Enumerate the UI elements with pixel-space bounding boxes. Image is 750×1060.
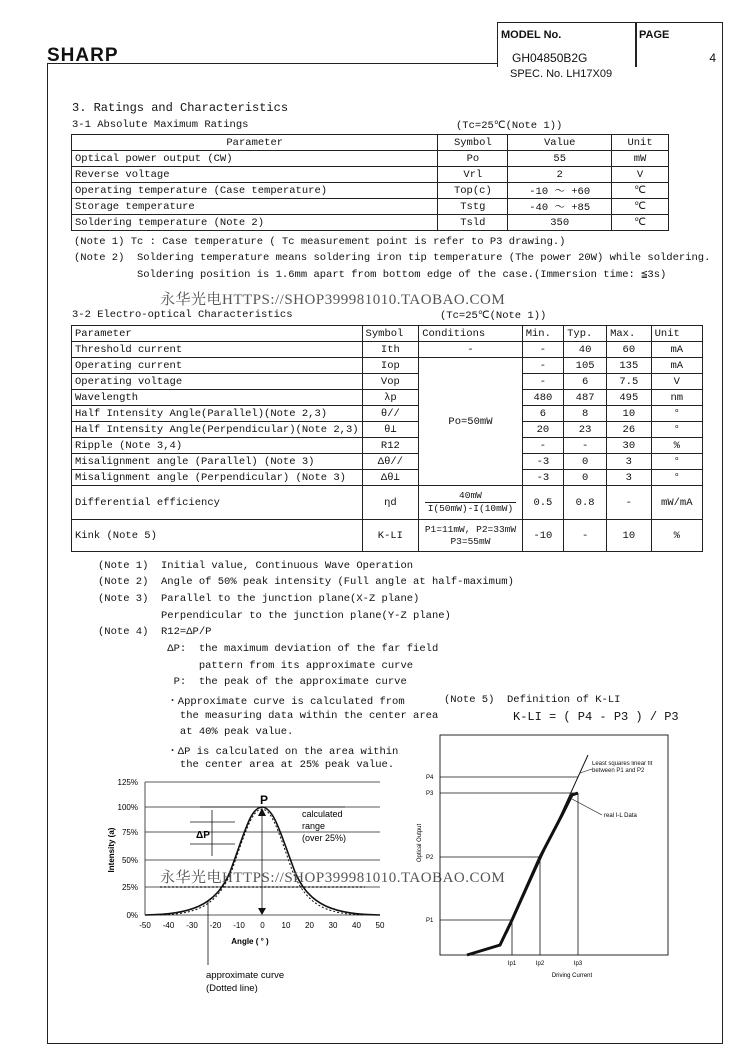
cell: θ// <box>362 406 419 422</box>
table-row <box>72 486 703 520</box>
table-row <box>72 183 669 199</box>
col-header: Typ. <box>564 326 607 342</box>
ytick-label: 0% <box>126 911 138 920</box>
eo-note: ΔP: the maximum deviation of the far field <box>98 643 439 655</box>
kink-condition-line2: P3=55mW <box>450 535 491 547</box>
eo-note: the measuring data within the center area <box>98 710 439 722</box>
cell: -3 <box>522 470 563 486</box>
cell: Misalignment angle (Perpendicular) (Note 3) <box>72 470 363 486</box>
cell: Ripple (Note 3,4) <box>72 438 363 454</box>
xtick-label: 50 <box>375 921 385 930</box>
merged-condition-cell: Po=50mW <box>419 358 523 486</box>
eo-note: at 40% peak value. <box>98 726 294 738</box>
cell: - <box>522 374 563 390</box>
real-il-label: real I-L Data <box>604 813 637 819</box>
ytick-label: P2 <box>426 855 434 861</box>
cell: mA <box>651 358 702 374</box>
xtick-label: -10 <box>233 921 245 930</box>
eo-note: (Note 2) Angle of 50% peak intensity (Full angle at half-maximum) <box>98 576 514 588</box>
xtick-label: 20 <box>305 921 314 930</box>
table-row <box>72 215 669 231</box>
col-header: Parameter <box>72 135 438 151</box>
cell: 8 <box>564 406 607 422</box>
cell: Top(c) <box>438 183 508 199</box>
cell: Storage temperature <box>72 199 438 215</box>
electro-optical-table <box>71 325 703 552</box>
table-header-row <box>72 135 669 151</box>
fraction-numerator: 40mW <box>425 490 516 503</box>
approx-curve-label: approximate curve <box>206 970 285 981</box>
cell: Optical power output (CW) <box>72 151 438 167</box>
page-value: 4 <box>709 51 716 65</box>
abs-max-title: 3-1 Absolute Maximum Ratings <box>72 119 249 131</box>
xtick-label: 0 <box>260 921 265 930</box>
ytick-label: 100% <box>117 803 138 812</box>
eo-note: (Note 3) Parallel to the junction plane(X-Z plane) <box>98 593 420 605</box>
cell: -3 <box>522 454 563 470</box>
eo-note: (Note 4) R12=ΔP/P <box>98 626 212 638</box>
table-row <box>72 520 703 552</box>
cell: 23 <box>564 422 607 438</box>
page-box <box>635 22 723 67</box>
watermark-text: 永华光电HTTPS://SHOP399981010.TAOBAO.COM <box>160 870 506 886</box>
xtick-label: -30 <box>186 921 198 930</box>
spec-number: SPEC. No. LH17X09 <box>510 68 613 80</box>
watermark-text: 永华光电HTTPS://SHOP399981010.TAOBAO.COM <box>160 292 506 308</box>
cell: R12 <box>362 438 419 454</box>
cell: - <box>522 342 563 358</box>
cell: % <box>651 520 702 552</box>
far-field-yticks <box>118 778 138 920</box>
cell: 2 <box>508 167 612 183</box>
cell: V <box>612 167 669 183</box>
cell: θ⊥ <box>362 422 419 438</box>
cell: 135 <box>607 358 652 374</box>
cell: Operating current <box>72 358 363 374</box>
table-row <box>72 167 669 183</box>
kink-yticks <box>426 775 434 924</box>
ytick-label: P4 <box>426 775 434 781</box>
cell: 495 <box>607 390 652 406</box>
cell: Differential efficiency <box>72 486 363 520</box>
col-header: Symbol <box>438 135 508 151</box>
peak-label: P <box>260 793 269 807</box>
cell: 55 <box>508 151 612 167</box>
col-header: Conditions <box>419 326 523 342</box>
cell: Reverse voltage <box>72 167 438 183</box>
cell: 10 <box>607 520 652 552</box>
col-header: Min. <box>522 326 563 342</box>
cell: -10 <box>522 520 563 552</box>
cell: 105 <box>564 358 607 374</box>
real-il-data <box>467 793 578 955</box>
model-value: GH04850B2G <box>512 51 588 65</box>
cell: ° <box>651 454 702 470</box>
cell: Tsld <box>438 215 508 231</box>
eo-note: pattern from its approximate curve <box>98 660 414 672</box>
eo-note: (Note 1) Initial value, Continuous Wave Operation <box>98 560 414 572</box>
far-field-xticks <box>139 921 385 930</box>
eo-note: Perpendicular to the junction plane(Y-Z plane) <box>98 610 451 622</box>
ytick-label: 25% <box>121 883 138 892</box>
cell: 0 <box>564 470 607 486</box>
fraction-denominator: I(50mW)-I(10mW) <box>427 503 514 514</box>
cell: 26 <box>607 422 652 438</box>
calculated-range-label: (over 25%) <box>302 833 347 843</box>
delta-p-label: ΔP <box>196 830 210 841</box>
eo-note: P: the peak of the approximate curve <box>98 676 407 688</box>
abs-max-condition: (Tc=25℃(Note 1)) <box>456 120 563 132</box>
page-label: PAGE <box>639 29 670 41</box>
abs-max-table <box>71 134 669 231</box>
cell: ℃ <box>612 199 669 215</box>
abs-note-1: (Note 1) Tc : Case temperature ( Tc measurement point is refer to P3 drawing.) <box>74 236 566 248</box>
cell: -10 ～ +60 <box>508 183 612 199</box>
cell: - <box>522 358 563 374</box>
cell: Misalignment angle (Parallel) (Note 3) <box>72 454 363 470</box>
table-header-row <box>72 326 703 342</box>
electro-optical-condition: (Tc=25℃(Note 1)) <box>440 310 547 322</box>
cell: Δθ⊥ <box>362 470 419 486</box>
cell: Wavelength <box>72 390 363 406</box>
calculated-range-label: range <box>302 821 326 831</box>
table-row <box>72 342 703 358</box>
cell: λp <box>362 390 419 406</box>
electro-optical-title: 3-2 Electro-optical Characteristics <box>72 309 293 321</box>
calculated-range-label: calculated <box>302 809 343 819</box>
cell: Operating temperature (Case temperature) <box>72 183 438 199</box>
far-field-ylabel: Intensity (a) <box>107 827 116 873</box>
xtick-label: -40 <box>162 921 175 930</box>
cell: mA <box>651 342 702 358</box>
kink-xlabel: Driving Current <box>551 973 593 979</box>
cell: - <box>564 520 607 552</box>
cell: ° <box>651 422 702 438</box>
cell: K-LI <box>362 520 419 552</box>
company-logo: SHARP <box>47 45 119 66</box>
col-header: Unit <box>651 326 702 342</box>
cell: 480 <box>522 390 563 406</box>
abs-note-3: Soldering position is 1.6mm apart from bottom edge of the case.(Immersion time: ≦3s) <box>74 269 667 281</box>
lsf-label: Least squares linear fit between P1 and P2 <box>592 761 653 774</box>
cell: 20 <box>522 422 563 438</box>
cell: 6 <box>522 406 563 422</box>
col-header: Parameter <box>72 326 363 342</box>
cell: Vop <box>362 374 419 390</box>
ytick-label: 75% <box>121 828 138 837</box>
cell: 10 <box>607 406 652 422</box>
eo-note: ・ΔP is calculated on the area within <box>98 746 399 758</box>
eo-note: the center area at 25% peak value. <box>98 759 395 771</box>
xtick-label: 10 <box>281 921 291 930</box>
col-header: Value <box>508 135 612 151</box>
cell: V <box>651 374 702 390</box>
table-row <box>72 406 703 422</box>
kink-ylabel: Optical Output <box>417 823 423 863</box>
table-row <box>72 151 669 167</box>
ytick-label: 50% <box>121 856 138 865</box>
cell: 3 <box>607 454 652 470</box>
col-header: Symbol <box>362 326 419 342</box>
cell: mW/mA <box>651 486 702 520</box>
cell: -40 ～ +85 <box>508 199 612 215</box>
cell: 40 <box>564 342 607 358</box>
kink-xticks <box>508 961 583 967</box>
cell: - <box>419 342 523 358</box>
cell: 487 <box>564 390 607 406</box>
cell: Vrl <box>438 167 508 183</box>
cell: Soldering temperature (Note 2) <box>72 215 438 231</box>
cell: Po <box>438 151 508 167</box>
cell: - <box>564 438 607 454</box>
kink-condition-line1: P1=11mW, P2=33mW <box>424 523 517 535</box>
xtick-label: Ip2 <box>535 961 545 967</box>
ytick-label: 125% <box>117 778 138 787</box>
cell: - <box>522 438 563 454</box>
kink-chart <box>412 733 692 983</box>
far-field-chart <box>100 772 400 1002</box>
cell: 0.5 <box>522 486 563 520</box>
differential-efficiency-condition <box>419 486 523 520</box>
approx-curve-label: (Dotted line) <box>206 983 258 994</box>
cell: ° <box>651 470 702 486</box>
cell: 350 <box>508 215 612 231</box>
table-row <box>72 470 703 486</box>
far-field-curve <box>145 807 380 915</box>
model-box <box>497 22 637 67</box>
table-row <box>72 390 703 406</box>
cell: 60 <box>607 342 652 358</box>
xtick-label: 40 <box>352 921 361 930</box>
cell: ηd <box>362 486 419 520</box>
ytick-label: P1 <box>426 918 434 924</box>
xtick-label: 30 <box>328 921 338 930</box>
cell: - <box>607 486 652 520</box>
kink-condition <box>419 520 523 552</box>
cell: Half Intensity Angle(Parallel)(Note 2,3) <box>72 406 363 422</box>
note5-formula: K-LI = ( P4 - P3 ) / P3 <box>513 710 679 724</box>
arrow-head-icon <box>258 808 266 816</box>
far-field-xlabel: Angle ( ° ) <box>231 937 269 946</box>
eo-note: ・Approximate curve is calculated from <box>98 696 405 708</box>
cell: Δθ// <box>362 454 419 470</box>
cell: mW <box>612 151 669 167</box>
xtick-label: -50 <box>139 921 151 930</box>
table-row <box>72 454 703 470</box>
cell: 0.8 <box>564 486 607 520</box>
section-title: 3. Ratings and Characteristics <box>72 101 289 115</box>
model-label: MODEL No. <box>501 29 562 41</box>
cell: ℃ <box>612 183 669 199</box>
table-row <box>72 422 703 438</box>
cell: Ith <box>362 342 419 358</box>
cell: Iop <box>362 358 419 374</box>
table-row <box>72 358 703 374</box>
cell: Half Intensity Angle(Perpendicular)(Note 2,3) <box>72 422 363 438</box>
cell: Threshold current <box>72 342 363 358</box>
xtick-label: Ip3 <box>573 961 583 967</box>
cell: Kink (Note 5) <box>72 520 363 552</box>
col-header: Unit <box>612 135 669 151</box>
table-row <box>72 374 703 390</box>
cell: Operating voltage <box>72 374 363 390</box>
lsf-annotation <box>592 761 668 791</box>
xtick-label: Ip1 <box>507 961 517 967</box>
arrow-head-icon <box>258 908 266 915</box>
xtick-label: -20 <box>209 921 222 930</box>
cell: ° <box>651 406 702 422</box>
cell: nm <box>651 390 702 406</box>
cell: 30 <box>607 438 652 454</box>
table-row <box>72 199 669 215</box>
cell: 3 <box>607 470 652 486</box>
cell: Tstg <box>438 199 508 215</box>
cell: ℃ <box>612 215 669 231</box>
abs-note-2: (Note 2) Soldering temperature means soldering iron tip temperature (The power 20W) while soldering. <box>74 252 711 264</box>
ytick-label: P3 <box>426 791 434 797</box>
cell: 6 <box>564 374 607 390</box>
cell: 0 <box>564 454 607 470</box>
real-il-pointer <box>572 799 602 815</box>
note5-title: (Note 5) Definition of K-LI <box>444 694 621 706</box>
table-row <box>72 438 703 454</box>
cell: % <box>651 438 702 454</box>
cell: 7.5 <box>607 374 652 390</box>
least-squares-fit <box>507 755 588 933</box>
col-header: Max. <box>607 326 652 342</box>
